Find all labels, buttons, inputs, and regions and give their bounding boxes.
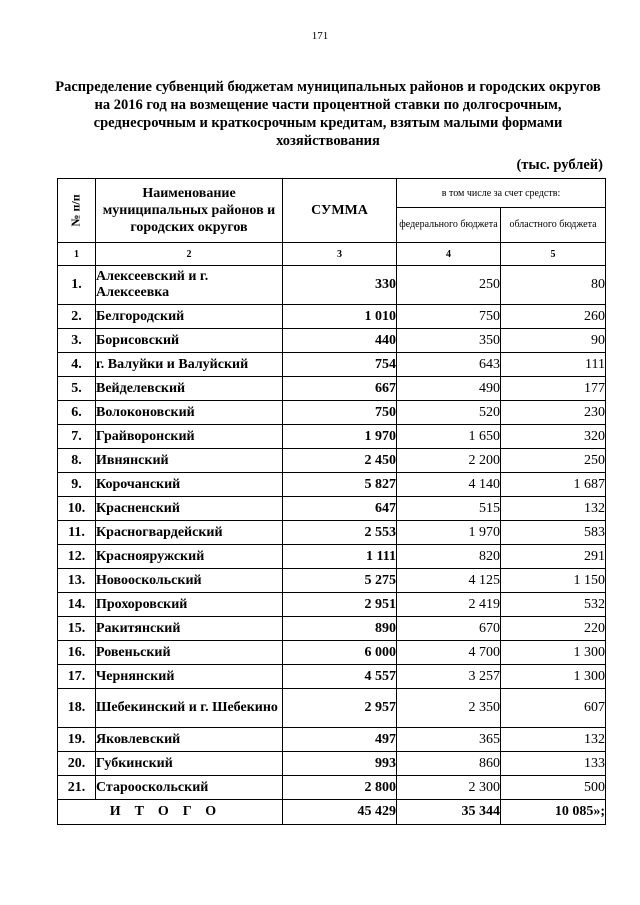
row-name: Яковлевский — [96, 728, 283, 752]
column-index-row — [58, 243, 606, 266]
row-sum: 4 557 — [283, 665, 397, 689]
column-index: 1 — [58, 243, 96, 266]
row-sum: 440 — [283, 329, 397, 353]
row-sum: 2 951 — [283, 593, 397, 617]
row-name: Красненский — [96, 497, 283, 521]
column-index: 2 — [96, 243, 283, 266]
row-federal: 670 — [397, 617, 501, 641]
row-name: Волоконовский — [96, 401, 283, 425]
row-number: 9. — [58, 473, 96, 497]
row-federal: 2 300 — [397, 776, 501, 800]
row-number: 17. — [58, 665, 96, 689]
row-federal: 365 — [397, 728, 501, 752]
row-number: 21. — [58, 776, 96, 800]
total-sum: 45 429 — [283, 800, 397, 825]
row-sum: 1 970 — [283, 425, 397, 449]
table-row — [58, 665, 606, 689]
row-regional: 291 — [501, 545, 606, 569]
table-row — [58, 497, 606, 521]
row-name: Корочанский — [96, 473, 283, 497]
table-row — [58, 569, 606, 593]
row-number: 20. — [58, 752, 96, 776]
row-federal: 250 — [397, 266, 501, 305]
row-federal: 490 — [397, 377, 501, 401]
header-number — [58, 179, 96, 243]
column-index: 4 — [397, 243, 501, 266]
header-number-label: № п/п — [68, 194, 83, 227]
row-federal: 350 — [397, 329, 501, 353]
row-sum: 754 — [283, 353, 397, 377]
table-row — [58, 401, 606, 425]
document-title: Распределение субвенций бюджетам муниципальных районов и городских округов на 2016 год на возмещение части процентной ставки по долгосрочным, среднесрочным и краткосрочным кредитам, взятым малыми формами хозяйствования — [55, 79, 601, 149]
row-federal: 643 — [397, 353, 501, 377]
table-body — [58, 243, 606, 800]
row-name: г. Валуйки и Валуйский — [96, 353, 283, 377]
total-row — [58, 800, 606, 825]
row-name: Ракитянский — [96, 617, 283, 641]
row-federal: 520 — [397, 401, 501, 425]
row-name: Ивнянский — [96, 449, 283, 473]
table-row — [58, 545, 606, 569]
table-row — [58, 641, 606, 665]
row-sum: 2 957 — [283, 689, 397, 728]
row-federal: 2 419 — [397, 593, 501, 617]
row-regional: 250 — [501, 449, 606, 473]
row-regional: 80 — [501, 266, 606, 305]
row-federal: 1 970 — [397, 521, 501, 545]
row-regional: 1 300 — [501, 665, 606, 689]
table-row — [58, 776, 606, 800]
row-name: Прохоровский — [96, 593, 283, 617]
row-number: 4. — [58, 353, 96, 377]
row-federal: 2 200 — [397, 449, 501, 473]
subsidy-table — [57, 178, 606, 825]
table-row — [58, 617, 606, 641]
table-row — [58, 689, 606, 728]
row-federal: 820 — [397, 545, 501, 569]
row-number: 16. — [58, 641, 96, 665]
row-regional: 583 — [501, 521, 606, 545]
row-regional: 132 — [501, 728, 606, 752]
total-label: ИТОГО — [58, 800, 283, 825]
row-number: 14. — [58, 593, 96, 617]
row-name: Старооскольский — [96, 776, 283, 800]
row-number: 8. — [58, 449, 96, 473]
row-regional: 260 — [501, 305, 606, 329]
row-number: 1. — [58, 266, 96, 305]
row-regional: 111 — [501, 353, 606, 377]
row-regional: 133 — [501, 752, 606, 776]
row-sum: 497 — [283, 728, 397, 752]
units-label: (тыс. рублей) — [516, 157, 603, 173]
row-regional: 220 — [501, 617, 606, 641]
total-regional: 10 085»; — [501, 800, 606, 825]
table-row — [58, 593, 606, 617]
row-number: 13. — [58, 569, 96, 593]
row-name: Чернянский — [96, 665, 283, 689]
header-federal: федерального бюджета — [397, 208, 501, 243]
row-federal: 2 350 — [397, 689, 501, 728]
header-sum: СУММА — [283, 179, 397, 243]
row-federal: 515 — [397, 497, 501, 521]
row-number: 2. — [58, 305, 96, 329]
table-row — [58, 377, 606, 401]
row-sum: 5 827 — [283, 473, 397, 497]
column-index: 5 — [501, 243, 606, 266]
row-name: Борисовский — [96, 329, 283, 353]
row-name: Вейделевский — [96, 377, 283, 401]
row-federal: 750 — [397, 305, 501, 329]
row-regional: 132 — [501, 497, 606, 521]
table-row — [58, 425, 606, 449]
total-federal: 35 344 — [397, 800, 501, 825]
row-federal: 860 — [397, 752, 501, 776]
row-name: Ровеньский — [96, 641, 283, 665]
table-row — [58, 728, 606, 752]
row-regional: 90 — [501, 329, 606, 353]
row-federal: 4 140 — [397, 473, 501, 497]
table-row — [58, 305, 606, 329]
row-number: 15. — [58, 617, 96, 641]
column-index: 3 — [283, 243, 397, 266]
row-regional: 1 687 — [501, 473, 606, 497]
row-number: 5. — [58, 377, 96, 401]
table-row — [58, 329, 606, 353]
row-sum: 1 111 — [283, 545, 397, 569]
row-federal: 4 125 — [397, 569, 501, 593]
table-row — [58, 266, 606, 305]
row-sum: 5 275 — [283, 569, 397, 593]
table-row — [58, 353, 606, 377]
row-sum: 750 — [283, 401, 397, 425]
row-federal: 1 650 — [397, 425, 501, 449]
row-name: Краснояружский — [96, 545, 283, 569]
row-federal: 4 700 — [397, 641, 501, 665]
row-number: 6. — [58, 401, 96, 425]
row-number: 3. — [58, 329, 96, 353]
row-name: Новооскольский — [96, 569, 283, 593]
row-sum: 2 800 — [283, 776, 397, 800]
row-regional: 607 — [501, 689, 606, 728]
row-regional: 177 — [501, 377, 606, 401]
row-regional: 1 300 — [501, 641, 606, 665]
row-name: Белгородский — [96, 305, 283, 329]
header-funding-group: в том числе за счет средств: — [397, 179, 606, 208]
row-name: Грайворонский — [96, 425, 283, 449]
row-sum: 2 450 — [283, 449, 397, 473]
table-row — [58, 473, 606, 497]
row-federal: 3 257 — [397, 665, 501, 689]
row-number: 12. — [58, 545, 96, 569]
row-regional: 230 — [501, 401, 606, 425]
row-sum: 2 553 — [283, 521, 397, 545]
row-sum: 330 — [283, 266, 397, 305]
row-name: Красногвардейский — [96, 521, 283, 545]
row-regional: 320 — [501, 425, 606, 449]
row-sum: 6 000 — [283, 641, 397, 665]
row-regional: 1 150 — [501, 569, 606, 593]
row-sum: 1 010 — [283, 305, 397, 329]
row-regional: 532 — [501, 593, 606, 617]
row-number: 19. — [58, 728, 96, 752]
header-regional: областного бюджета — [501, 208, 606, 243]
row-sum: 647 — [283, 497, 397, 521]
row-number: 18. — [58, 689, 96, 728]
table-row — [58, 752, 606, 776]
row-sum: 993 — [283, 752, 397, 776]
table-row — [58, 521, 606, 545]
row-name: Алексеевский и г. Алексеевка — [96, 266, 283, 305]
table-row — [58, 449, 606, 473]
row-number: 11. — [58, 521, 96, 545]
row-name: Шебекинский и г. Шебекино — [96, 689, 283, 728]
row-number: 7. — [58, 425, 96, 449]
header-name: Наименование муниципальных районов и городских округов — [96, 179, 283, 243]
row-sum: 890 — [283, 617, 397, 641]
row-sum: 667 — [283, 377, 397, 401]
row-name: Губкинский — [96, 752, 283, 776]
row-number: 10. — [58, 497, 96, 521]
page-number: 171 — [311, 30, 329, 42]
row-regional: 500 — [501, 776, 606, 800]
